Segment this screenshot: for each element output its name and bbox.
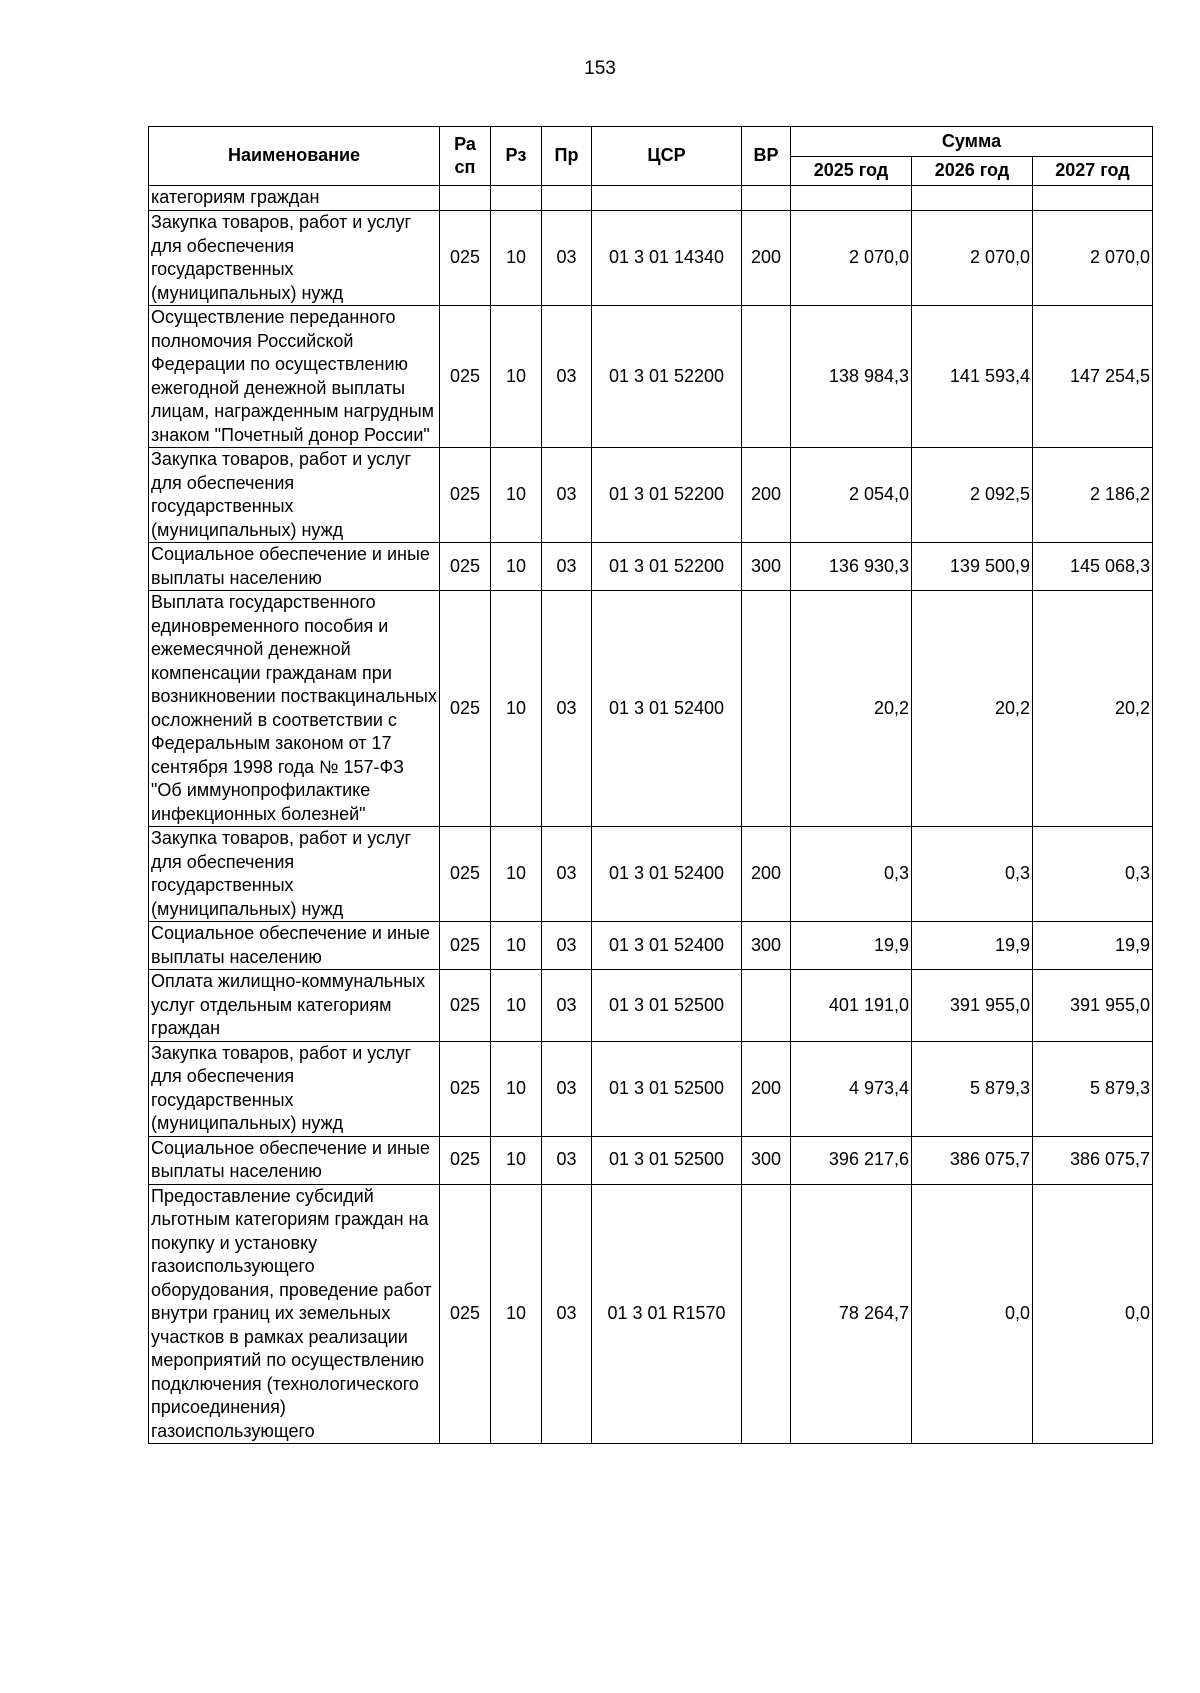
row-name: Социальное обеспечение и иные выплаты населению bbox=[149, 1136, 440, 1184]
header-vr: ВР bbox=[742, 127, 791, 186]
row-sum-2027: 386 075,7 bbox=[1033, 1136, 1153, 1184]
row-sum-2026: 2 070,0 bbox=[912, 211, 1033, 306]
row-sum-2025: 2 054,0 bbox=[791, 448, 912, 543]
header-year-2026: 2026 год bbox=[912, 157, 1033, 186]
table-row bbox=[149, 1041, 1153, 1136]
row-pr: 03 bbox=[542, 211, 592, 306]
row-csr: 01 3 01 R1570 bbox=[592, 1184, 742, 1444]
row-csr: 01 3 01 52400 bbox=[592, 827, 742, 922]
row-pr: 03 bbox=[542, 1136, 592, 1184]
row-rasp: 025 bbox=[440, 1041, 491, 1136]
row-pr: 03 bbox=[542, 448, 592, 543]
row-vr: 200 bbox=[742, 211, 791, 306]
row-pr: 03 bbox=[542, 543, 592, 591]
table-row bbox=[149, 1136, 1153, 1184]
row-sum-2026: 0,0 bbox=[912, 1184, 1033, 1444]
header-sum: Сумма bbox=[791, 127, 1153, 157]
table-header bbox=[149, 127, 1153, 186]
row-name: Предоставление субсидий льготным категориям граждан на покупку и установку газоиспользующего оборудования, проведение работ внутри границ их земельных участков в рамках реализации мероприятий по осуществлению подключения (технологического присоединения) газоиспользующего bbox=[149, 1184, 440, 1444]
row-vr: 300 bbox=[742, 1136, 791, 1184]
row-vr bbox=[742, 186, 791, 211]
row-sum-2026: 2 092,5 bbox=[912, 448, 1033, 543]
row-pr: 03 bbox=[542, 827, 592, 922]
row-rz: 10 bbox=[491, 1184, 542, 1444]
row-csr: 01 3 01 52500 bbox=[592, 970, 742, 1042]
header-pr: Пр bbox=[542, 127, 592, 186]
row-rz: 10 bbox=[491, 827, 542, 922]
row-vr bbox=[742, 970, 791, 1042]
table-body bbox=[149, 186, 1153, 1444]
row-sum-2026: 0,3 bbox=[912, 827, 1033, 922]
row-name: Социальное обеспечение и иные выплаты населению bbox=[149, 922, 440, 970]
row-sum-2027: 391 955,0 bbox=[1033, 970, 1153, 1042]
table-row bbox=[149, 306, 1153, 448]
table-row bbox=[149, 211, 1153, 306]
page-number: 153 bbox=[584, 58, 616, 79]
row-csr: 01 3 01 14340 bbox=[592, 211, 742, 306]
row-sum-2025: 4 973,4 bbox=[791, 1041, 912, 1136]
row-sum-2025 bbox=[791, 186, 912, 211]
row-sum-2025: 401 191,0 bbox=[791, 970, 912, 1042]
row-vr: 300 bbox=[742, 543, 791, 591]
row-rasp: 025 bbox=[440, 1184, 491, 1444]
row-rasp: 025 bbox=[440, 211, 491, 306]
row-rasp: 025 bbox=[440, 448, 491, 543]
row-pr: 03 bbox=[542, 922, 592, 970]
row-csr: 01 3 01 52200 bbox=[592, 306, 742, 448]
row-name: Закупка товаров, работ и услуг для обеспечения государственных (муниципальных) нужд bbox=[149, 448, 440, 543]
row-sum-2026 bbox=[912, 186, 1033, 211]
row-sum-2025: 19,9 bbox=[791, 922, 912, 970]
row-vr: 200 bbox=[742, 448, 791, 543]
row-csr: 01 3 01 52500 bbox=[592, 1041, 742, 1136]
row-csr: 01 3 01 52400 bbox=[592, 922, 742, 970]
header-rasp-line1: Ра bbox=[454, 133, 476, 154]
row-name: Закупка товаров, работ и услуг для обеспечения государственных (муниципальных) нужд bbox=[149, 211, 440, 306]
row-rasp: 025 bbox=[440, 922, 491, 970]
row-sum-2025: 2 070,0 bbox=[791, 211, 912, 306]
row-rz: 10 bbox=[491, 543, 542, 591]
header-rz: Рз bbox=[491, 127, 542, 186]
row-name: Закупка товаров, работ и услуг для обеспечения государственных (муниципальных) нужд bbox=[149, 1041, 440, 1136]
row-sum-2026: 19,9 bbox=[912, 922, 1033, 970]
row-rz: 10 bbox=[491, 306, 542, 448]
row-sum-2027: 19,9 bbox=[1033, 922, 1153, 970]
row-rasp: 025 bbox=[440, 306, 491, 448]
row-sum-2026: 20,2 bbox=[912, 591, 1033, 827]
row-sum-2027: 0,3 bbox=[1033, 827, 1153, 922]
row-name: категориям граждан bbox=[149, 186, 440, 211]
row-rz: 10 bbox=[491, 448, 542, 543]
row-name: Закупка товаров, работ и услуг для обеспечения государственных (муниципальных) нужд bbox=[149, 827, 440, 922]
row-rz: 10 bbox=[491, 1041, 542, 1136]
header-rasp-line2: сп bbox=[454, 157, 476, 177]
row-sum-2027: 145 068,3 bbox=[1033, 543, 1153, 591]
row-rasp: 025 bbox=[440, 591, 491, 827]
row-csr: 01 3 01 52500 bbox=[592, 1136, 742, 1184]
header-year-2027: 2027 год bbox=[1033, 157, 1153, 186]
row-rasp: 025 bbox=[440, 970, 491, 1042]
row-rz: 10 bbox=[491, 211, 542, 306]
row-name: Выплата государственного единовременного пособия и ежемесячной денежной компенсации гражданам при возникновении поствакцинальных осложнений в соответствии с Федеральным законом от 17 сентября 1998 года № 157-ФЗ "Об иммунопрофилактике инфекционных болезней" bbox=[149, 591, 440, 827]
row-pr bbox=[542, 186, 592, 211]
budget-table bbox=[148, 126, 1153, 1444]
row-sum-2027: 20,2 bbox=[1033, 591, 1153, 827]
row-vr bbox=[742, 306, 791, 448]
row-csr: 01 3 01 52400 bbox=[592, 591, 742, 827]
table-row bbox=[149, 543, 1153, 591]
row-pr: 03 bbox=[542, 970, 592, 1042]
row-sum-2027: 2 186,2 bbox=[1033, 448, 1153, 543]
row-rasp bbox=[440, 186, 491, 211]
table-row bbox=[149, 970, 1153, 1042]
row-rz: 10 bbox=[491, 591, 542, 827]
row-rz: 10 bbox=[491, 970, 542, 1042]
header-csr: ЦСР bbox=[592, 127, 742, 186]
row-sum-2025: 78 264,7 bbox=[791, 1184, 912, 1444]
row-sum-2027: 0,0 bbox=[1033, 1184, 1153, 1444]
row-csr bbox=[592, 186, 742, 211]
row-sum-2027: 5 879,3 bbox=[1033, 1041, 1153, 1136]
row-sum-2025: 136 930,3 bbox=[791, 543, 912, 591]
row-rz: 10 bbox=[491, 1136, 542, 1184]
row-sum-2027: 2 070,0 bbox=[1033, 211, 1153, 306]
table-row bbox=[149, 1184, 1153, 1444]
header-name: Наименование bbox=[149, 127, 440, 186]
header-rasp bbox=[440, 127, 491, 186]
row-name: Социальное обеспечение и иные выплаты населению bbox=[149, 543, 440, 591]
row-vr: 200 bbox=[742, 827, 791, 922]
row-sum-2027 bbox=[1033, 186, 1153, 211]
row-vr: 300 bbox=[742, 922, 791, 970]
row-vr bbox=[742, 1184, 791, 1444]
row-pr: 03 bbox=[542, 591, 592, 827]
row-sum-2025: 0,3 bbox=[791, 827, 912, 922]
row-pr: 03 bbox=[542, 1041, 592, 1136]
row-sum-2026: 141 593,4 bbox=[912, 306, 1033, 448]
row-sum-2026: 391 955,0 bbox=[912, 970, 1033, 1042]
row-sum-2025: 20,2 bbox=[791, 591, 912, 827]
row-rasp: 025 bbox=[440, 1136, 491, 1184]
row-csr: 01 3 01 52200 bbox=[592, 543, 742, 591]
row-rz bbox=[491, 186, 542, 211]
table-row bbox=[149, 186, 1153, 211]
row-sum-2025: 396 217,6 bbox=[791, 1136, 912, 1184]
row-pr: 03 bbox=[542, 1184, 592, 1444]
row-sum-2026: 386 075,7 bbox=[912, 1136, 1033, 1184]
row-sum-2025: 138 984,3 bbox=[791, 306, 912, 448]
row-pr: 03 bbox=[542, 306, 592, 448]
row-vr: 200 bbox=[742, 1041, 791, 1136]
row-sum-2026: 5 879,3 bbox=[912, 1041, 1033, 1136]
row-rasp: 025 bbox=[440, 543, 491, 591]
row-rz: 10 bbox=[491, 922, 542, 970]
table-row bbox=[149, 827, 1153, 922]
row-name: Осуществление переданного полномочия Российской Федерации по осуществлению ежегодной денежной выплаты лицам, награжденным нагрудным знаком "Почетный донор России" bbox=[149, 306, 440, 448]
table-row bbox=[149, 591, 1153, 827]
row-csr: 01 3 01 52200 bbox=[592, 448, 742, 543]
table-row bbox=[149, 448, 1153, 543]
row-vr bbox=[742, 591, 791, 827]
header-year-2025: 2025 год bbox=[791, 157, 912, 186]
row-name: Оплата жилищно-коммунальных услуг отдельным категориям граждан bbox=[149, 970, 440, 1042]
table-row bbox=[149, 922, 1153, 970]
row-sum-2027: 147 254,5 bbox=[1033, 306, 1153, 448]
row-sum-2026: 139 500,9 bbox=[912, 543, 1033, 591]
row-rasp: 025 bbox=[440, 827, 491, 922]
